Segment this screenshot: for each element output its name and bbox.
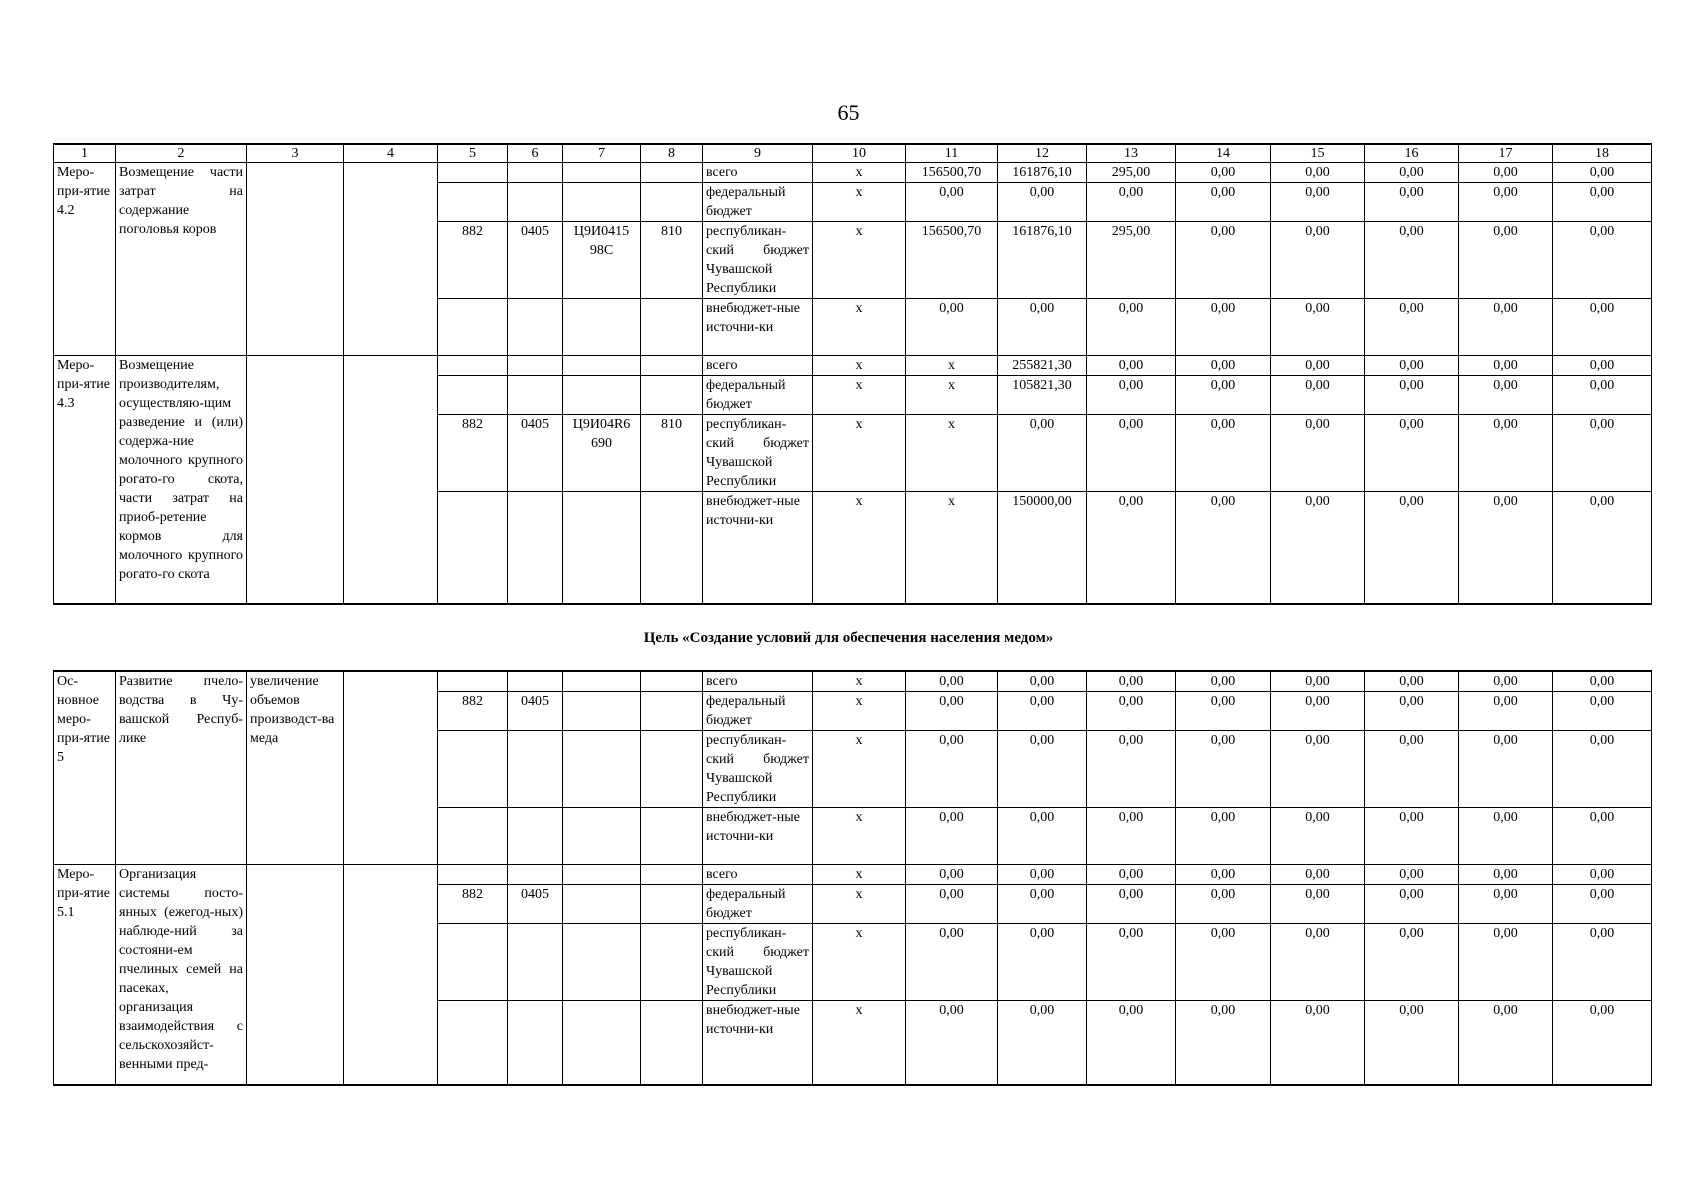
value-cell: 0,00	[1087, 692, 1176, 731]
measure-label: Меро-при-ятие 5.1	[54, 865, 116, 1085]
value-cell: 295,00	[1087, 163, 1176, 183]
value-cell: 0,00	[1365, 183, 1459, 222]
funding-source: республикан-ский бюджет Чувашской Республики	[703, 731, 813, 808]
column-number-row	[54, 144, 1652, 163]
value-cell: 0,00	[1087, 885, 1176, 924]
budget-code-vr	[641, 163, 703, 183]
measure-name: Организация системы посто-янных (ежегод-ных) наблюде-ний за состояни-ем пчелиных семей на пасеках, организация взаимодействия с сельскохозяйст-венными пред-	[116, 865, 247, 1085]
budget-code-vr	[641, 183, 703, 222]
budget-code-grbs	[438, 183, 508, 222]
value-cell: x	[813, 885, 906, 924]
budget-code-csr: Ц9И0415 98С	[563, 222, 641, 299]
expected-result: увеличение объемов производст-ва меда	[247, 671, 344, 865]
budget-code-csr	[563, 163, 641, 183]
budget-code-grbs	[438, 731, 508, 808]
budget-code-vr	[641, 1001, 703, 1085]
value-cell: 0,00	[906, 808, 998, 865]
value-cell: 0,00	[1176, 222, 1271, 299]
funding-source: внебюджет-ные источни-ки	[703, 492, 813, 604]
budget-code-grbs	[438, 808, 508, 865]
measure-label: Меро-при-ятие 4.3	[54, 356, 116, 604]
budget-code-vr	[641, 731, 703, 808]
value-cell: 0,00	[1553, 299, 1652, 356]
value-cell: x	[813, 924, 906, 1001]
funding-source: республикан-ский бюджет Чувашской Республики	[703, 924, 813, 1001]
budget-code-rz	[508, 671, 563, 692]
value-cell: 0,00	[1459, 671, 1553, 692]
budget-code-grbs	[438, 1001, 508, 1085]
value-cell: 0,00	[906, 865, 998, 885]
budget-code-csr	[563, 492, 641, 604]
budget-code-csr	[563, 808, 641, 865]
funding-source: федеральный бюджет	[703, 183, 813, 222]
column-number: 14	[1176, 144, 1271, 163]
funding-source: всего	[703, 163, 813, 183]
responsible-cell	[344, 865, 438, 1085]
value-cell: 0,00	[1271, 222, 1365, 299]
column-number: 15	[1271, 144, 1365, 163]
budget-code-grbs	[438, 376, 508, 415]
budget-code-rz	[508, 865, 563, 885]
table-row	[54, 163, 1652, 183]
value-cell: 0,00	[1271, 299, 1365, 356]
value-cell: 0,00	[1553, 671, 1652, 692]
value-cell: 0,00	[1176, 865, 1271, 885]
value-cell: x	[813, 299, 906, 356]
value-cell: x	[813, 163, 906, 183]
value-cell: 0,00	[1271, 865, 1365, 885]
budget-code-vr	[641, 885, 703, 924]
budget-code-rz	[508, 1001, 563, 1085]
measure-name: Возмещение производителям, осуществляю-щим разведение и (или) содержа-ние молочного крупного рогато-го скота, части затрат на приоб-ретение кормов для молочного крупного рогато-го скота	[116, 356, 247, 604]
value-cell: 0,00	[1459, 376, 1553, 415]
value-cell: 0,00	[1553, 1001, 1652, 1085]
value-cell: 0,00	[1459, 924, 1553, 1001]
funding-source: республикан-ский бюджет Чувашской Республики	[703, 415, 813, 492]
column-number: 2	[116, 144, 247, 163]
column-number: 1	[54, 144, 116, 163]
value-cell: 0,00	[1365, 924, 1459, 1001]
value-cell: 0,00	[1365, 692, 1459, 731]
value-cell: 0,00	[1176, 924, 1271, 1001]
budget-code-csr	[563, 692, 641, 731]
budget-code-vr	[641, 299, 703, 356]
value-cell: 0,00	[1553, 183, 1652, 222]
value-cell: 0,00	[1271, 163, 1365, 183]
value-cell: 0,00	[1271, 731, 1365, 808]
value-cell: x	[813, 222, 906, 299]
column-number: 12	[998, 144, 1087, 163]
funding-source: всего	[703, 671, 813, 692]
value-cell: 0,00	[1459, 163, 1553, 183]
value-cell: 0,00	[1087, 924, 1176, 1001]
column-number: 13	[1087, 144, 1176, 163]
budget-table-part-1	[53, 143, 1652, 605]
table-row	[54, 671, 1652, 692]
budget-table-part-2	[53, 670, 1652, 1086]
budget-code-rz: 0405	[508, 692, 563, 731]
value-cell: 0,00	[1365, 885, 1459, 924]
value-cell: 0,00	[906, 692, 998, 731]
budget-code-grbs	[438, 163, 508, 183]
funding-source: федеральный бюджет	[703, 692, 813, 731]
budget-code-grbs	[438, 671, 508, 692]
value-cell: 0,00	[1459, 415, 1553, 492]
value-cell: 0,00	[1271, 924, 1365, 1001]
value-cell: 0,00	[1365, 356, 1459, 376]
value-cell: 0,00	[1365, 376, 1459, 415]
value-cell: 0,00	[998, 299, 1087, 356]
value-cell: x	[906, 356, 998, 376]
budget-code-grbs	[438, 356, 508, 376]
funding-source: всего	[703, 865, 813, 885]
value-cell: 0,00	[1271, 671, 1365, 692]
funding-source: внебюджет-ные источни-ки	[703, 808, 813, 865]
budget-code-grbs	[438, 492, 508, 604]
budget-code-csr	[563, 671, 641, 692]
value-cell: 0,00	[998, 415, 1087, 492]
value-cell: 0,00	[1553, 163, 1652, 183]
expected-result	[247, 356, 344, 604]
value-cell: x	[813, 671, 906, 692]
column-number: 17	[1459, 144, 1553, 163]
value-cell: 295,00	[1087, 222, 1176, 299]
value-cell: x	[813, 376, 906, 415]
value-cell: x	[906, 492, 998, 604]
value-cell: x	[813, 808, 906, 865]
table-row	[54, 865, 1652, 885]
value-cell: 0,00	[1087, 671, 1176, 692]
budget-code-grbs	[438, 924, 508, 1001]
budget-code-csr	[563, 924, 641, 1001]
value-cell: x	[813, 692, 906, 731]
page-number: 65	[837, 100, 860, 125]
value-cell: 0,00	[1365, 222, 1459, 299]
value-cell: 0,00	[1176, 885, 1271, 924]
budget-code-vr: 810	[641, 222, 703, 299]
value-cell: 0,00	[1271, 376, 1365, 415]
responsible-cell	[344, 163, 438, 356]
value-cell: 0,00	[906, 885, 998, 924]
value-cell: 0,00	[906, 299, 998, 356]
value-cell: 0,00	[998, 183, 1087, 222]
value-cell: 161876,10	[998, 163, 1087, 183]
value-cell: 0,00	[1176, 163, 1271, 183]
value-cell: 0,00	[906, 671, 998, 692]
budget-code-grbs: 882	[438, 415, 508, 492]
budget-code-vr	[641, 808, 703, 865]
value-cell: 0,00	[1365, 492, 1459, 604]
column-number: 18	[1553, 144, 1652, 163]
value-cell: 0,00	[1176, 415, 1271, 492]
value-cell: 0,00	[1271, 356, 1365, 376]
value-cell: 0,00	[1087, 808, 1176, 865]
budget-code-csr	[563, 183, 641, 222]
value-cell: 0,00	[1271, 808, 1365, 865]
value-cell: 0,00	[1553, 376, 1652, 415]
budget-code-csr	[563, 885, 641, 924]
funding-source: всего	[703, 356, 813, 376]
value-cell: 0,00	[1176, 183, 1271, 222]
value-cell: 0,00	[1176, 808, 1271, 865]
value-cell: 0,00	[1459, 885, 1553, 924]
value-cell: 0,00	[906, 1001, 998, 1085]
column-number: 4	[344, 144, 438, 163]
expected-result	[247, 163, 344, 356]
budget-code-csr	[563, 356, 641, 376]
value-cell: 0,00	[1271, 492, 1365, 604]
value-cell: 0,00	[1087, 299, 1176, 356]
budget-code-csr	[563, 865, 641, 885]
measure-name: Развитие пчело-водства в Чу-вашской Респуб-лике	[116, 671, 247, 865]
value-cell: 0,00	[1087, 415, 1176, 492]
column-number: 6	[508, 144, 563, 163]
value-cell: 0,00	[1176, 492, 1271, 604]
value-cell: x	[813, 183, 906, 222]
value-cell: 0,00	[1176, 731, 1271, 808]
budget-code-vr	[641, 924, 703, 1001]
column-number: 7	[563, 144, 641, 163]
column-number: 3	[247, 144, 344, 163]
value-cell: 156500,70	[906, 222, 998, 299]
budget-code-vr	[641, 492, 703, 604]
value-cell: 0,00	[906, 731, 998, 808]
budget-code-vr	[641, 356, 703, 376]
value-cell: 0,00	[1271, 692, 1365, 731]
budget-code-rz	[508, 183, 563, 222]
value-cell: 0,00	[1365, 1001, 1459, 1085]
measure-name: Возмещение части затрат на содержание поголовья коров	[116, 163, 247, 356]
budget-code-grbs	[438, 865, 508, 885]
funding-source: федеральный бюджет	[703, 885, 813, 924]
funding-source: внебюджет-ные источни-ки	[703, 1001, 813, 1085]
value-cell: 0,00	[1365, 163, 1459, 183]
funding-source: республикан-ский бюджет Чувашской Республики	[703, 222, 813, 299]
budget-code-grbs: 882	[438, 692, 508, 731]
budget-code-grbs: 882	[438, 885, 508, 924]
budget-code-grbs: 882	[438, 222, 508, 299]
value-cell: 0,00	[1271, 885, 1365, 924]
value-cell: 150000,00	[998, 492, 1087, 604]
value-cell: 0,00	[1176, 356, 1271, 376]
value-cell: 0,00	[1459, 808, 1553, 865]
value-cell: 0,00	[1087, 356, 1176, 376]
value-cell: 0,00	[1271, 415, 1365, 492]
value-cell: x	[813, 731, 906, 808]
budget-code-rz	[508, 731, 563, 808]
value-cell: 105821,30	[998, 376, 1087, 415]
budget-code-rz: 0405	[508, 415, 563, 492]
budget-code-csr	[563, 299, 641, 356]
value-cell: 0,00	[1459, 865, 1553, 885]
goal-title: Цель «Создание условий для обеспечения населения медом»	[643, 630, 1054, 646]
value-cell: 0,00	[1459, 356, 1553, 376]
budget-code-rz	[508, 356, 563, 376]
budget-code-csr	[563, 731, 641, 808]
value-cell: 0,00	[1176, 692, 1271, 731]
value-cell: x	[813, 356, 906, 376]
budget-code-csr	[563, 1001, 641, 1085]
value-cell: 0,00	[998, 885, 1087, 924]
value-cell: 0,00	[998, 865, 1087, 885]
column-number: 16	[1365, 144, 1459, 163]
value-cell: 0,00	[1365, 808, 1459, 865]
value-cell: 0,00	[1459, 731, 1553, 808]
value-cell: 156500,70	[906, 163, 998, 183]
value-cell: 0,00	[1176, 1001, 1271, 1085]
value-cell: 0,00	[906, 924, 998, 1001]
budget-code-rz	[508, 924, 563, 1001]
budget-code-vr	[641, 376, 703, 415]
budget-code-rz	[508, 808, 563, 865]
column-number: 10	[813, 144, 906, 163]
value-cell: 0,00	[1176, 376, 1271, 415]
value-cell: 0,00	[1553, 356, 1652, 376]
measure-label: Меро-при-ятие 4.2	[54, 163, 116, 356]
budget-code-csr	[563, 376, 641, 415]
expected-result	[247, 865, 344, 1085]
value-cell: x	[813, 415, 906, 492]
value-cell: 0,00	[1087, 1001, 1176, 1085]
value-cell: 0,00	[1459, 299, 1553, 356]
budget-code-rz: 0405	[508, 885, 563, 924]
budget-code-rz	[508, 163, 563, 183]
value-cell: 0,00	[998, 692, 1087, 731]
budget-code-vr	[641, 671, 703, 692]
column-number: 8	[641, 144, 703, 163]
budget-code-rz	[508, 299, 563, 356]
value-cell: 0,00	[998, 808, 1087, 865]
value-cell: 0,00	[1553, 731, 1652, 808]
value-cell: 255821,30	[998, 356, 1087, 376]
funding-source: внебюджет-ные источни-ки	[703, 299, 813, 356]
value-cell: 0,00	[998, 671, 1087, 692]
value-cell: 0,00	[1459, 692, 1553, 731]
value-cell: 0,00	[1087, 376, 1176, 415]
value-cell: 0,00	[1365, 731, 1459, 808]
budget-code-rz	[508, 376, 563, 415]
budget-code-vr	[641, 692, 703, 731]
value-cell: x	[813, 865, 906, 885]
value-cell: 0,00	[1176, 671, 1271, 692]
budget-code-vr: 810	[641, 415, 703, 492]
funding-source: федеральный бюджет	[703, 376, 813, 415]
value-cell: x	[906, 415, 998, 492]
budget-code-csr: Ц9И04R6 690	[563, 415, 641, 492]
value-cell: 0,00	[1459, 492, 1553, 604]
value-cell: 0,00	[906, 183, 998, 222]
column-number: 9	[703, 144, 813, 163]
value-cell: x	[906, 376, 998, 415]
value-cell: 0,00	[1553, 865, 1652, 885]
table-row	[54, 356, 1652, 376]
value-cell: 0,00	[1365, 299, 1459, 356]
value-cell: 0,00	[1553, 415, 1652, 492]
value-cell: 0,00	[1459, 222, 1553, 299]
value-cell: 0,00	[1087, 183, 1176, 222]
value-cell: 0,00	[1271, 1001, 1365, 1085]
value-cell: 0,00	[1553, 492, 1652, 604]
responsible-cell	[344, 671, 438, 865]
column-number: 11	[906, 144, 998, 163]
value-cell: 0,00	[998, 1001, 1087, 1085]
value-cell: 0,00	[1553, 222, 1652, 299]
value-cell: 0,00	[1365, 865, 1459, 885]
value-cell: 0,00	[1176, 299, 1271, 356]
responsible-cell	[344, 356, 438, 604]
value-cell: 0,00	[1553, 692, 1652, 731]
value-cell: 0,00	[998, 731, 1087, 808]
value-cell: 0,00	[1365, 415, 1459, 492]
value-cell: 0,00	[1087, 865, 1176, 885]
value-cell: 0,00	[1459, 183, 1553, 222]
value-cell: 0,00	[1553, 885, 1652, 924]
value-cell: 0,00	[1553, 924, 1652, 1001]
column-number: 5	[438, 144, 508, 163]
budget-code-rz: 0405	[508, 222, 563, 299]
value-cell: 0,00	[1087, 492, 1176, 604]
value-cell: 0,00	[1553, 808, 1652, 865]
budget-code-rz	[508, 492, 563, 604]
measure-label: Ос-новное меро-при-ятие 5	[54, 671, 116, 865]
value-cell: 0,00	[1459, 1001, 1553, 1085]
value-cell: 0,00	[1271, 183, 1365, 222]
value-cell: 0,00	[998, 924, 1087, 1001]
value-cell: 0,00	[1365, 671, 1459, 692]
value-cell: 0,00	[1087, 731, 1176, 808]
value-cell: x	[813, 492, 906, 604]
budget-code-grbs	[438, 299, 508, 356]
value-cell: 161876,10	[998, 222, 1087, 299]
value-cell: x	[813, 1001, 906, 1085]
budget-code-vr	[641, 865, 703, 885]
